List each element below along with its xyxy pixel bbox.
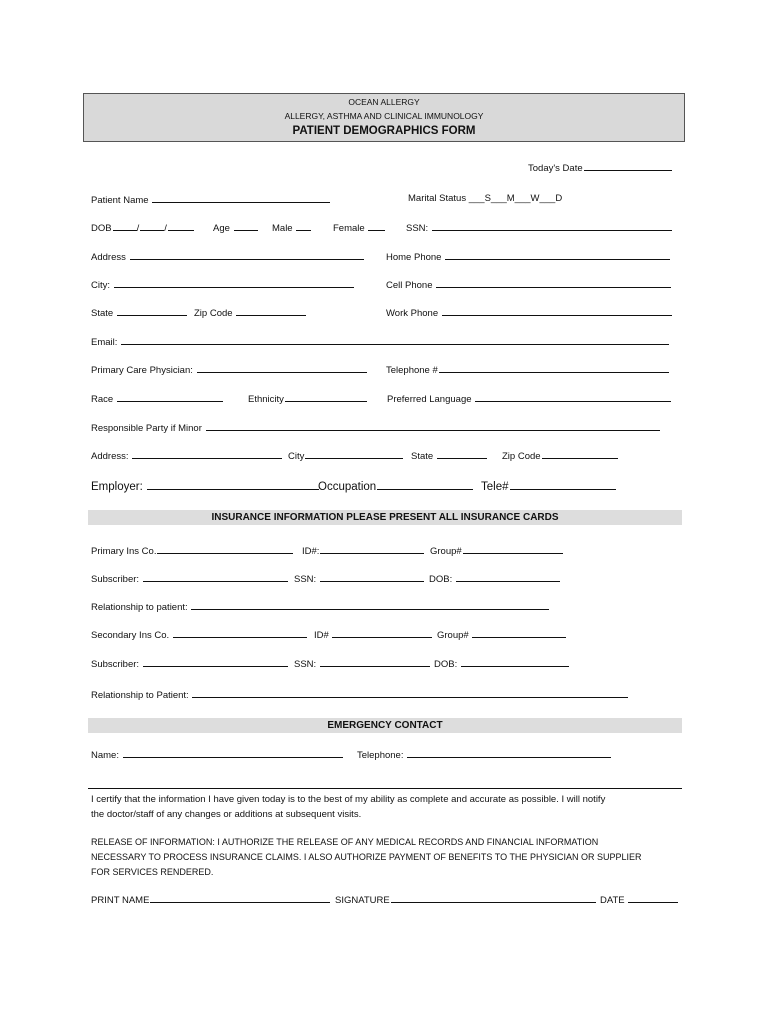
telephone-num-field[interactable] <box>386 363 669 376</box>
cell-phone-label: Cell Phone <box>386 280 433 291</box>
relationship-label: Relationship to patient: <box>91 602 188 613</box>
subscriber2-field[interactable] <box>91 657 288 670</box>
ssn-field[interactable] <box>406 221 672 234</box>
divider <box>88 788 682 789</box>
state-field[interactable] <box>91 306 187 319</box>
form-title: PATIENT DEMOGRAPHICS FORM <box>292 125 476 137</box>
patient-name-label: Patient Name <box>91 195 149 206</box>
race-field[interactable] <box>91 392 223 405</box>
org-name: OCEAN ALLERGY <box>348 97 420 107</box>
secondary-ins-field[interactable] <box>91 628 307 641</box>
rp-city-label: City <box>288 451 305 462</box>
release-line-3: FOR SERVICES RENDERED. <box>91 867 214 877</box>
male-label: Male <box>272 223 293 234</box>
rp-state-label: State <box>411 451 434 462</box>
signature-label: SIGNATURE <box>335 895 390 906</box>
race-label: Race <box>91 394 114 405</box>
female-label: Female <box>333 223 365 234</box>
form-header <box>83 93 685 142</box>
marital-status-field[interactable] <box>408 193 562 204</box>
emergency-telephone-label: Telephone: <box>357 750 404 761</box>
relationship-field[interactable] <box>91 600 549 613</box>
female-field[interactable] <box>333 221 385 234</box>
patient-name-field[interactable] <box>91 193 330 206</box>
emergency-banner: EMERGENCY CONTACT <box>88 718 682 733</box>
insurance-banner: INSURANCE INFORMATION PLEASE PRESENT ALL INSURANCE CARDS <box>88 510 682 525</box>
secondary-id-field[interactable] <box>314 628 432 641</box>
certify-text <box>91 792 681 822</box>
work-phone-field[interactable] <box>386 306 672 319</box>
dob-field[interactable]: DOB / / <box>91 221 194 234</box>
pcp-field[interactable] <box>91 363 367 376</box>
secondary-id-label: ID# <box>314 630 329 641</box>
release-text <box>91 835 681 880</box>
ssn-label: SSN: <box>406 223 429 234</box>
tele-field[interactable] <box>481 478 616 493</box>
responsible-party-label: Responsible Party if Minor <box>91 423 202 434</box>
cell-phone-field[interactable] <box>386 278 671 291</box>
subscriber-dob-label: DOB: <box>429 574 453 585</box>
relationship2-field[interactable] <box>91 688 628 701</box>
responsible-party-field[interactable] <box>91 421 660 434</box>
telephone-num-label: Telephone # <box>386 365 438 376</box>
city-label: City: <box>91 280 110 291</box>
secondary-group-field[interactable] <box>437 628 566 641</box>
email-field[interactable] <box>91 335 669 348</box>
subscriber2-label: Subscriber: <box>91 659 140 670</box>
emergency-name-field[interactable] <box>91 748 343 761</box>
address-label: Address <box>91 252 126 263</box>
employer-field[interactable] <box>91 478 319 493</box>
todays-date-field[interactable] <box>528 161 672 174</box>
subscriber-field[interactable] <box>91 572 288 585</box>
subscriber-ssn-label: SSN: <box>294 574 317 585</box>
signature-field[interactable] <box>335 893 596 906</box>
zip-code-field[interactable] <box>194 306 306 319</box>
rp-zip-label: Zip Code <box>502 451 541 462</box>
date-label: DATE <box>600 895 625 906</box>
state-label: State <box>91 308 114 319</box>
preferred-language-label: Preferred Language <box>387 394 472 405</box>
date-field[interactable] <box>600 893 678 906</box>
dob-label: DOB <box>91 223 112 234</box>
rp-address-field[interactable] <box>91 449 282 462</box>
rp-state-field[interactable] <box>411 449 487 462</box>
age-label: Age <box>213 223 230 234</box>
secondary-ins-label: Secondary Ins Co. <box>91 630 170 641</box>
male-field[interactable] <box>272 221 311 234</box>
work-phone-label: Work Phone <box>386 308 439 319</box>
release-line-2: NECESSARY TO PROCESS INSURANCE CLAIMS. I ALSO AUTHORIZE PAYMENT OF BENEFITS TO THE PHYSICIAN OR SUPPLIER <box>91 852 642 862</box>
secondary-group-label: Group# <box>437 630 469 641</box>
emergency-telephone-field[interactable] <box>357 748 611 761</box>
subscriber2-ssn-label: SSN: <box>294 659 317 670</box>
city-field[interactable] <box>91 278 354 291</box>
ethnicity-label: Ethnicity <box>248 394 284 405</box>
primary-group-field[interactable] <box>430 544 563 557</box>
home-phone-label: Home Phone <box>386 252 442 263</box>
specialty: ALLERGY, ASTHMA AND CLINICAL IMMUNOLOGY <box>284 111 484 121</box>
subscriber2-dob-label: DOB: <box>434 659 458 670</box>
pcp-label: Primary Care Physician: <box>91 365 193 376</box>
subscriber2-ssn-field[interactable] <box>294 657 430 670</box>
release-line-1: RELEASE OF INFORMATION: I AUTHORIZE THE RELEASE OF ANY MEDICAL RECORDS AND FINANCIAL INFORMATION <box>91 837 599 847</box>
occupation-label: Occupation <box>318 481 377 493</box>
age-field[interactable] <box>213 221 258 234</box>
ethnicity-field[interactable] <box>248 392 367 405</box>
todays-date-label: Today's Date <box>528 163 583 174</box>
primary-id-field[interactable] <box>302 544 424 557</box>
subscriber-label: Subscriber: <box>91 574 140 585</box>
print-name-field[interactable] <box>91 893 330 906</box>
primary-ins-label: Primary Ins Co. <box>91 546 157 557</box>
primary-group-label: Group# <box>430 546 462 557</box>
marital-status-label: Marital Status ___S___M___W___D <box>408 193 563 204</box>
certify-line-1: I certify that the information I have given today is to the best of my ability as complete and accurate as possible. I will notify <box>91 794 606 805</box>
zip-code-label: Zip Code <box>194 308 233 319</box>
relationship2-label: Relationship to Patient: <box>91 690 189 701</box>
rp-address-label: Address: <box>91 451 129 462</box>
occupation-field[interactable] <box>318 478 473 493</box>
emergency-name-label: Name: <box>91 750 119 761</box>
subscriber2-dob-field[interactable] <box>434 657 569 670</box>
employer-label: Employer: <box>91 481 143 493</box>
subscriber-dob-field[interactable] <box>429 572 560 585</box>
rp-zip-field[interactable] <box>502 449 618 462</box>
preferred-language-field[interactable] <box>387 392 671 405</box>
primary-ins-field[interactable] <box>91 544 293 557</box>
address-field[interactable] <box>91 250 364 263</box>
print-name-label: PRINT NAME <box>91 895 150 906</box>
certify-line-2: the doctor/staff of any changes or additions at subsequent visits. <box>91 809 362 820</box>
email-label: Email: <box>91 337 118 348</box>
home-phone-field[interactable] <box>386 250 670 263</box>
rp-city-field[interactable] <box>288 449 403 462</box>
subscriber-ssn-field[interactable] <box>294 572 424 585</box>
tele-label: Tele# <box>481 481 509 493</box>
primary-id-label: ID#: <box>302 546 320 557</box>
